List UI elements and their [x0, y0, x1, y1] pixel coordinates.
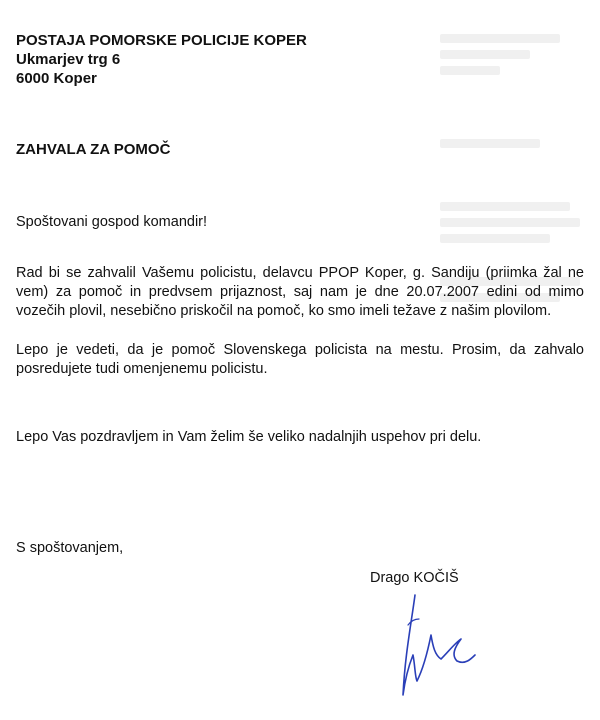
salutation: Spoštovani gospod komandir!: [16, 214, 208, 230]
closing: S spoštovanjem,: [16, 540, 124, 556]
sender-name: POSTAJA POMORSKE POLICIJE KOPER: [16, 32, 307, 49]
paragraph-greeting: Lepo Vas pozdravljem in Vam želim še veliko nadalnjih uspehov pri delu.: [16, 429, 482, 445]
signer-name: Drago KOČIŠ: [370, 570, 459, 586]
sender-address: [16, 31, 307, 88]
paragraph-request: Lepo je vedeti, da je pomoč Slovenskega policista na mestu. Prosim, da zahvalo posredujete tudi omenjenemu policistu.: [16, 342, 584, 377]
sender-street: Ukmarjev trg 6: [16, 51, 121, 68]
handwritten-signature: [375, 585, 485, 705]
sender-city: 6000 Koper: [16, 70, 97, 87]
show-through-text: [440, 34, 590, 454]
paragraph-thanks: Rad bi se zahvalil Vašemu policistu, delavcu PPOP Koper, g. Sandiju (priimka žal ne vem) za pomoč in predvsem prijaznost, saj nam je dne 20.07.2007 edini od mimo vozečih plovil, nesebično priskočil na pomoč, ko smo imeli težave z našim plovilom.: [16, 265, 584, 319]
letter-subject: ZAHVALA ZA POMOČ: [16, 141, 171, 158]
